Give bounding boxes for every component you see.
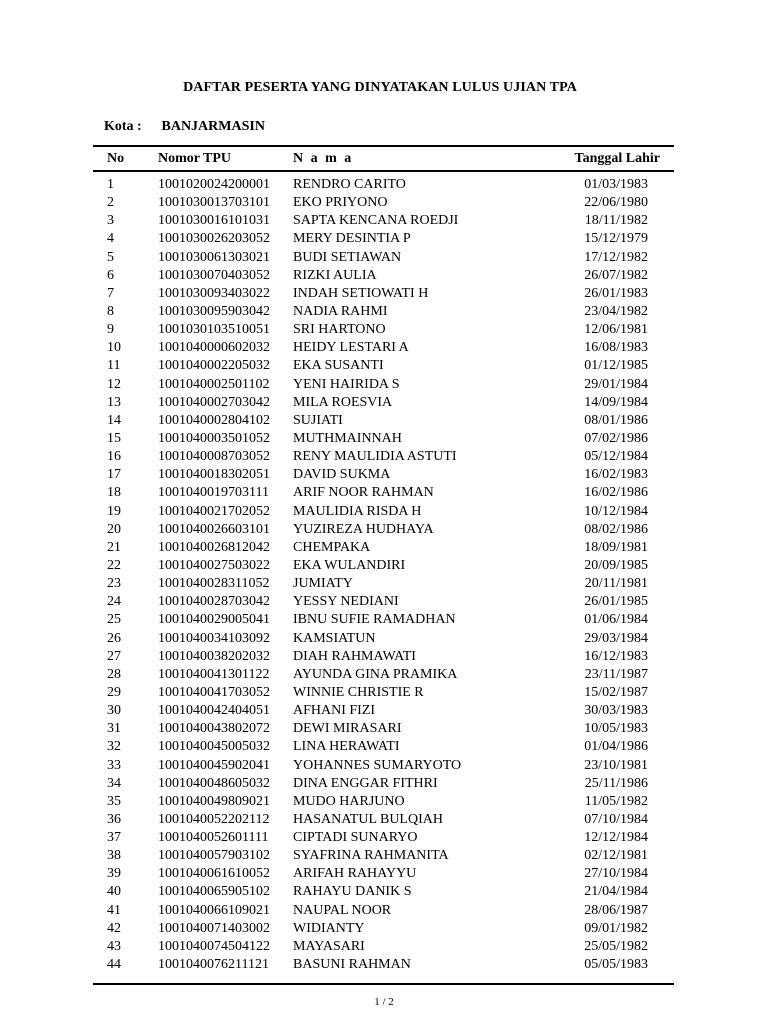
row-number: 10 <box>107 340 121 356</box>
row-number: 15 <box>107 430 121 446</box>
row-name: YOHANNES SUMARYOTO <box>293 757 462 773</box>
row-number: 27 <box>107 648 121 664</box>
table-row <box>0 285 768 303</box>
row-name: AFHANI FIZI <box>293 703 376 719</box>
table-row <box>0 883 768 901</box>
table-row <box>0 176 768 194</box>
row-birth-date: 18/11/1982 <box>584 213 648 229</box>
row-tpu-number: 1001040057903102 <box>158 848 270 864</box>
table-row <box>0 847 768 865</box>
row-birth-date: 10/12/1984 <box>584 503 648 519</box>
table-row <box>0 702 768 720</box>
row-tpu-number: 1001030093403022 <box>158 285 270 301</box>
row-number: 16 <box>107 449 121 465</box>
row-tpu-number: 1001040076211121 <box>158 957 269 973</box>
row-name: AYUNDA GINA PRAMIKA <box>293 666 458 682</box>
row-number: 25 <box>107 612 121 628</box>
row-name: IBNU SUFIE RAMADHAN <box>293 612 456 628</box>
column-header-tpu: Nomor TPU <box>158 151 231 166</box>
row-tpu-number: 1001040003501052 <box>158 430 270 446</box>
row-name: SYAFRINA RAHMANITA <box>293 848 449 864</box>
table-top-rule <box>93 145 674 147</box>
row-birth-date: 26/01/1985 <box>584 594 648 610</box>
row-number: 18 <box>107 485 121 501</box>
row-birth-date: 01/12/1985 <box>584 358 648 374</box>
table-row <box>0 630 768 648</box>
row-tpu-number: 1001040029005041 <box>158 612 270 628</box>
row-name: CIPTADI SUNARYO <box>293 830 418 846</box>
row-name: NAUPAL NOOR <box>293 902 392 918</box>
row-birth-date: 16/08/1983 <box>584 340 648 356</box>
city-line <box>104 119 265 135</box>
table-row <box>0 829 768 847</box>
table-row <box>0 902 768 920</box>
row-birth-date: 30/03/1983 <box>584 703 648 719</box>
row-tpu-number: 1001030070403052 <box>158 267 270 283</box>
row-birth-date: 01/06/1984 <box>584 612 648 628</box>
row-number: 29 <box>107 684 121 700</box>
row-birth-date: 12/06/1981 <box>584 322 648 338</box>
row-birth-date: 23/11/1987 <box>584 666 648 682</box>
table-row <box>0 720 768 738</box>
row-number: 40 <box>107 884 121 900</box>
row-birth-date: 16/12/1983 <box>584 648 648 664</box>
row-tpu-number: 1001040002703042 <box>158 394 270 410</box>
row-number: 8 <box>107 303 114 319</box>
row-birth-date: 16/02/1986 <box>584 485 648 501</box>
row-tpu-number: 1001040049809021 <box>158 793 270 809</box>
row-number: 20 <box>107 521 121 537</box>
row-number: 22 <box>107 557 121 573</box>
row-name: DINA ENGGAR FITHRI <box>293 775 438 791</box>
row-number: 12 <box>107 376 121 392</box>
table-row <box>0 757 768 775</box>
row-birth-date: 15/12/1979 <box>584 231 648 247</box>
table-bottom-rule <box>93 983 674 985</box>
row-tpu-number: 1001030103510051 <box>158 322 270 338</box>
row-name: CHEMPAKA <box>293 539 371 555</box>
row-number: 2 <box>107 195 114 211</box>
row-tpu-number: 1001040071403002 <box>158 920 270 936</box>
table-row <box>0 539 768 557</box>
page-number: 1 / 2 <box>374 996 394 1008</box>
row-number: 32 <box>107 739 121 755</box>
row-name: EKO PRIYONO <box>293 195 388 211</box>
row-birth-date: 02/12/1981 <box>584 848 648 864</box>
row-tpu-number: 1001040028311052 <box>158 576 270 592</box>
row-name: DEWI MIRASARI <box>293 721 402 737</box>
table-header-rule <box>93 170 674 172</box>
row-name: MILA ROESVIA <box>293 394 393 410</box>
table-row <box>0 956 768 974</box>
row-tpu-number: 1001030095903042 <box>158 303 270 319</box>
table-row <box>0 394 768 412</box>
row-name: DAVID SUKMA <box>293 467 391 483</box>
table-row <box>0 321 768 339</box>
row-number: 14 <box>107 412 121 428</box>
row-birth-date: 21/04/1984 <box>584 884 648 900</box>
row-number: 11 <box>107 358 121 374</box>
row-tpu-number: 1001040052202112 <box>158 811 270 827</box>
row-name: MAULIDIA RISDA H <box>293 503 422 519</box>
row-birth-date: 29/03/1984 <box>584 630 648 646</box>
table-row <box>0 666 768 684</box>
row-tpu-number: 1001040002205032 <box>158 358 270 374</box>
table-row <box>0 575 768 593</box>
table-row <box>0 212 768 230</box>
row-birth-date: 05/05/1983 <box>584 957 648 973</box>
table-row <box>0 376 768 394</box>
row-tpu-number: 1001040045005032 <box>158 739 270 755</box>
row-name: KAMSIATUN <box>293 630 376 646</box>
row-number: 37 <box>107 830 121 846</box>
row-name: YENI HAIRIDA S <box>293 376 400 392</box>
row-birth-date: 12/12/1984 <box>584 830 648 846</box>
row-number: 7 <box>107 285 114 301</box>
row-tpu-number: 1001040002501102 <box>158 376 270 392</box>
column-header-name: N a m a <box>293 151 354 166</box>
row-name: YUZIREZA HUDHAYA <box>293 521 434 537</box>
row-number: 35 <box>107 793 121 809</box>
row-birth-date: 14/09/1984 <box>584 394 648 410</box>
row-birth-date: 25/05/1982 <box>584 938 648 954</box>
row-birth-date: 15/02/1987 <box>584 684 648 700</box>
row-birth-date: 08/01/1986 <box>584 412 648 428</box>
row-name: YESSY NEDIANI <box>293 594 399 610</box>
row-number: 17 <box>107 467 121 483</box>
row-number: 30 <box>107 703 121 719</box>
row-birth-date: 05/12/1984 <box>584 449 648 465</box>
row-tpu-number: 1001030013703101 <box>158 195 270 211</box>
table-row <box>0 448 768 466</box>
table-row <box>0 648 768 666</box>
row-number: 6 <box>107 267 114 283</box>
row-tpu-number: 1001030061303021 <box>158 249 270 265</box>
table-row <box>0 811 768 829</box>
table-row <box>0 684 768 702</box>
row-tpu-number: 1001040027503022 <box>158 557 270 573</box>
row-name: MUDO HARJUNO <box>293 793 405 809</box>
table-row <box>0 793 768 811</box>
table-row <box>0 249 768 267</box>
row-name: LINA HERAWATI <box>293 739 400 755</box>
row-name: DIAH RAHMAWATI <box>293 648 416 664</box>
table-row <box>0 775 768 793</box>
row-name: ARIFAH RAHAYYU <box>293 866 417 882</box>
row-tpu-number: 1001040045902041 <box>158 757 270 773</box>
table-row <box>0 303 768 321</box>
column-header-no: No <box>107 151 125 166</box>
row-number: 33 <box>107 757 121 773</box>
table-row <box>0 412 768 430</box>
table-row <box>0 557 768 575</box>
table-row <box>0 865 768 883</box>
table-row <box>0 357 768 375</box>
row-tpu-number: 1001040042404051 <box>158 703 270 719</box>
table-row <box>0 521 768 539</box>
row-name: SAPTA KENCANA ROEDJI <box>293 213 459 229</box>
row-name: RIZKI AULIA <box>293 267 377 283</box>
table-row <box>0 194 768 212</box>
row-number: 43 <box>107 938 121 954</box>
row-tpu-number: 1001040008703052 <box>158 449 270 465</box>
row-tpu-number: 1001030026203052 <box>158 231 270 247</box>
table-row <box>0 611 768 629</box>
row-tpu-number: 1001040021702052 <box>158 503 270 519</box>
row-birth-date: 01/04/1986 <box>584 739 648 755</box>
row-number: 28 <box>107 666 121 682</box>
row-name: MAYASARI <box>293 938 365 954</box>
row-number: 36 <box>107 811 121 827</box>
row-tpu-number: 1001040043802072 <box>158 721 270 737</box>
row-tpu-number: 1001040028703042 <box>158 594 270 610</box>
row-name: SRI HARTONO <box>293 322 386 338</box>
row-tpu-number: 1001040026812042 <box>158 539 270 555</box>
table-row <box>0 339 768 357</box>
row-number: 9 <box>107 322 114 338</box>
table-row <box>0 920 768 938</box>
row-name: INDAH SETIOWATI H <box>293 285 429 301</box>
row-name: RENDRO CARITO <box>293 177 406 192</box>
row-number: 26 <box>107 630 121 646</box>
row-name: HASANATUL BULQIAH <box>293 811 443 827</box>
row-birth-date: 10/05/1983 <box>584 721 648 737</box>
row-name: MUTHMAINNAH <box>293 430 402 446</box>
row-birth-date: 29/01/1984 <box>584 376 648 392</box>
city-value: BANJARMASIN <box>161 119 265 134</box>
row-number: 5 <box>107 249 114 265</box>
row-birth-date: 18/09/1981 <box>584 539 648 555</box>
row-tpu-number: 1001040019703111 <box>158 485 269 501</box>
row-tpu-number: 1001020024200001 <box>158 177 270 192</box>
row-tpu-number: 1001040048605032 <box>158 775 270 791</box>
row-birth-date: 26/01/1983 <box>584 285 648 301</box>
row-tpu-number: 1001040074504122 <box>158 938 270 954</box>
participant-table-body <box>0 176 768 974</box>
row-name: BUDI SETIAWAN <box>293 249 402 265</box>
row-birth-date: 08/02/1986 <box>584 521 648 537</box>
table-row <box>0 267 768 285</box>
row-name: RENY MAULIDIA ASTUTI <box>293 449 457 465</box>
row-name: ARIF NOOR RAHMAN <box>293 485 434 501</box>
table-row <box>0 466 768 484</box>
row-birth-date: 01/03/1983 <box>584 177 648 192</box>
table-row <box>0 503 768 521</box>
row-number: 42 <box>107 920 121 936</box>
row-number: 38 <box>107 848 121 864</box>
row-number: 13 <box>107 394 121 410</box>
row-birth-date: 20/09/1985 <box>584 557 648 573</box>
row-number: 31 <box>107 721 121 737</box>
row-birth-date: 16/02/1983 <box>584 467 648 483</box>
row-birth-date: 23/04/1982 <box>584 303 648 319</box>
row-name: MERY DESINTIA P <box>293 231 411 247</box>
row-tpu-number: 1001040002804102 <box>158 412 270 428</box>
row-tpu-number: 1001040026603101 <box>158 521 270 537</box>
row-tpu-number: 1001040066109021 <box>158 902 270 918</box>
row-number: 4 <box>107 231 114 247</box>
row-tpu-number: 1001040065905102 <box>158 884 270 900</box>
row-tpu-number: 1001040018302051 <box>158 467 270 483</box>
table-row <box>0 430 768 448</box>
row-tpu-number: 1001040041703052 <box>158 684 270 700</box>
row-number: 44 <box>107 957 121 973</box>
row-tpu-number: 1001040061610052 <box>158 866 270 882</box>
row-number: 23 <box>107 576 121 592</box>
table-row <box>0 230 768 248</box>
row-birth-date: 23/10/1981 <box>584 757 648 773</box>
table-row <box>0 484 768 502</box>
row-tpu-number: 1001030016101031 <box>158 213 270 229</box>
row-name: HEIDY LESTARI A <box>293 340 409 356</box>
row-birth-date: 27/10/1984 <box>584 866 648 882</box>
row-number: 21 <box>107 539 121 555</box>
city-label: Kota : <box>104 119 142 134</box>
row-name: BASUNI RAHMAN <box>293 957 411 973</box>
table-row <box>0 938 768 956</box>
row-birth-date: 07/10/1984 <box>584 811 648 827</box>
row-birth-date: 11/05/1982 <box>584 793 648 809</box>
row-name: RAHAYU DANIK S <box>293 884 412 900</box>
table-row <box>0 593 768 611</box>
row-birth-date: 17/12/1982 <box>584 249 648 265</box>
row-name: WIDIANTY <box>293 920 365 936</box>
document-title: DAFTAR PESERTA YANG DINYATAKAN LULUS UJIAN TPA <box>183 80 577 95</box>
row-name: JUMIATY <box>293 576 353 592</box>
row-name: EKA WULANDIRI <box>293 557 406 573</box>
row-birth-date: 28/06/1987 <box>584 902 648 918</box>
row-number: 41 <box>107 902 121 918</box>
row-birth-date: 22/06/1980 <box>584 195 648 211</box>
row-name: WINNIE CHRISTIE R <box>293 684 424 700</box>
row-tpu-number: 1001040000602032 <box>158 340 270 356</box>
row-number: 1 <box>107 177 114 192</box>
row-tpu-number: 1001040052601111 <box>158 830 269 846</box>
row-name: EKA SUSANTI <box>293 358 384 374</box>
row-number: 24 <box>107 594 121 610</box>
row-tpu-number: 1001040041301122 <box>158 666 270 682</box>
row-number: 39 <box>107 866 121 882</box>
row-name: SUJIATI <box>293 412 343 428</box>
row-birth-date: 26/07/1982 <box>584 267 648 283</box>
row-birth-date: 25/11/1986 <box>584 775 648 791</box>
row-number: 3 <box>107 213 114 229</box>
row-birth-date: 20/11/1981 <box>584 576 648 592</box>
row-tpu-number: 1001040038202032 <box>158 648 270 664</box>
row-number: 34 <box>107 775 121 791</box>
row-number: 19 <box>107 503 121 519</box>
column-header-dob: Tanggal Lahir <box>574 151 660 166</box>
row-name: NADIA RAHMI <box>293 303 388 319</box>
row-birth-date: 09/01/1982 <box>584 920 648 936</box>
row-tpu-number: 1001040034103092 <box>158 630 270 646</box>
table-row <box>0 738 768 756</box>
row-birth-date: 07/02/1986 <box>584 430 648 446</box>
